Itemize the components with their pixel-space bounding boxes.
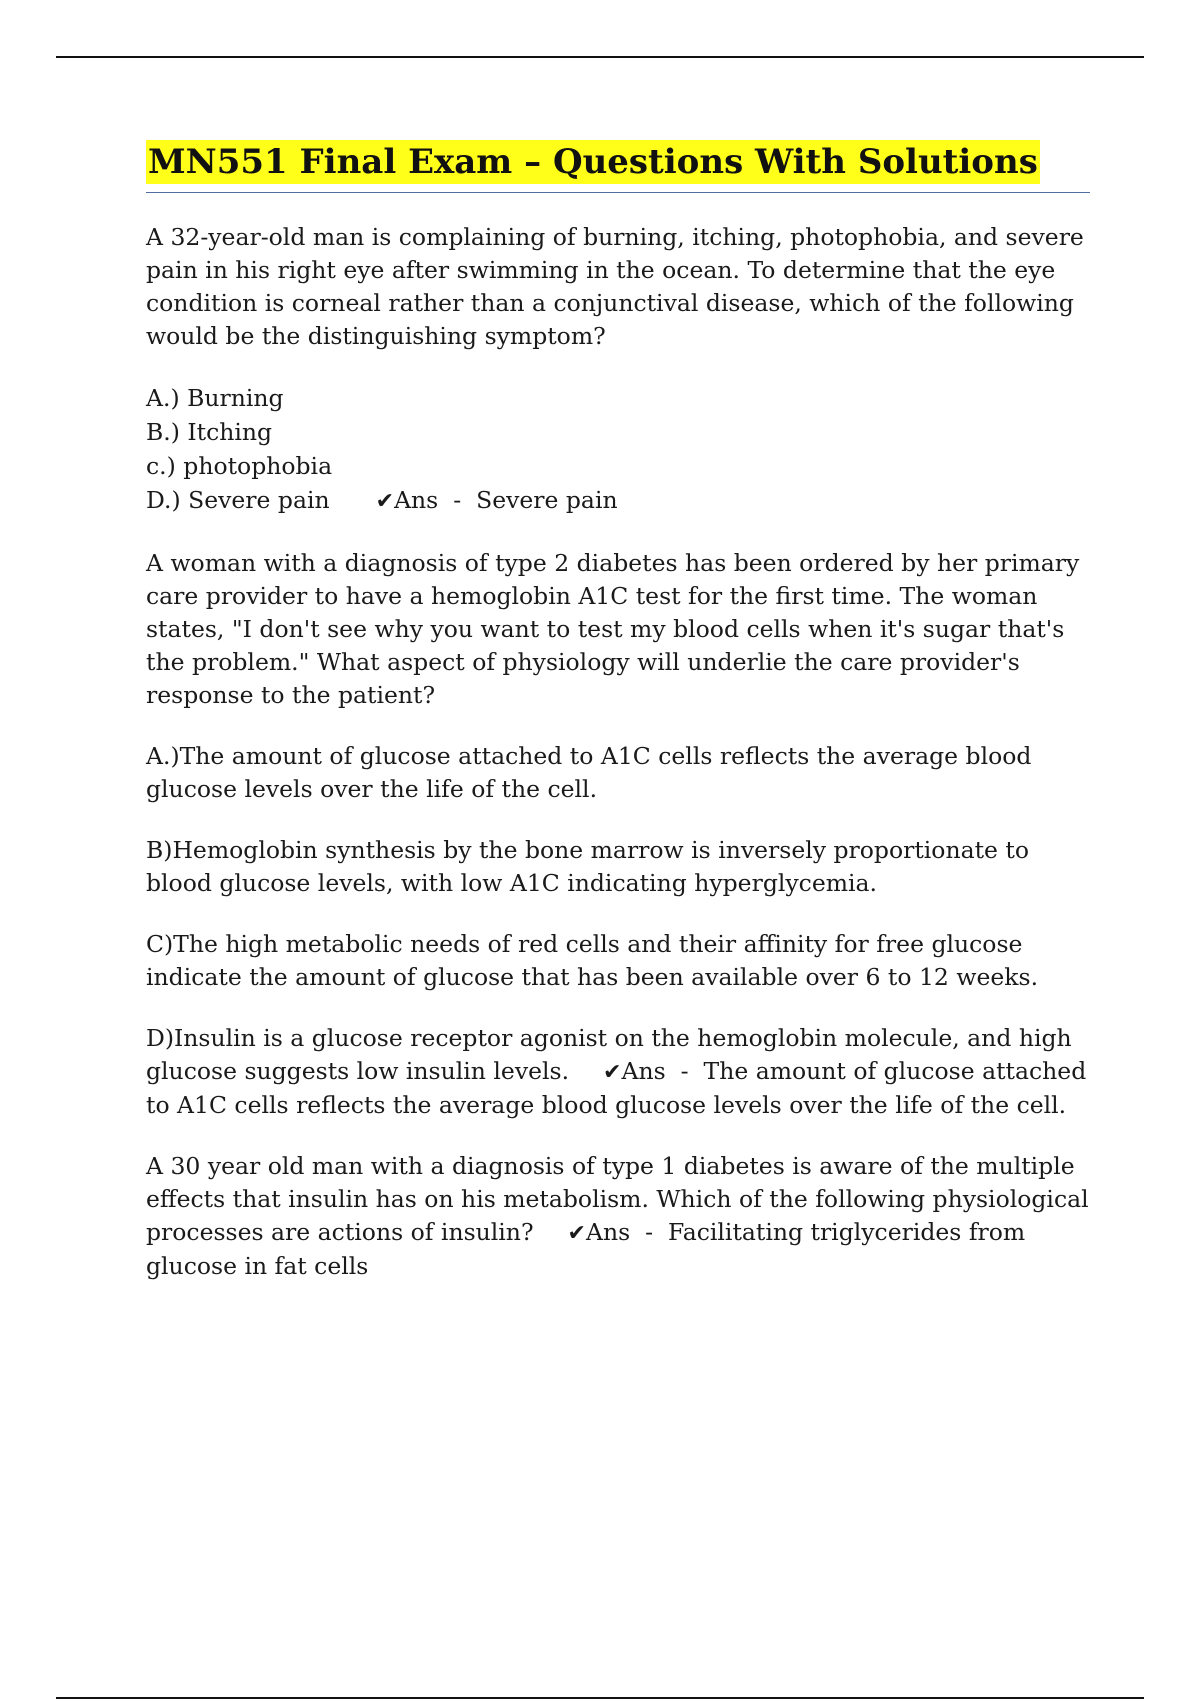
q2-option-c: C)The high metabolic needs of red cells and their affinity for free glucose indicate the amount of glucose that has been available over 6 to 12 weeks. <box>146 930 1039 991</box>
q1-answer-text: Severe pain <box>476 486 618 514</box>
q1-option-d-row <box>146 483 1090 519</box>
header-rule <box>56 56 1144 58</box>
question-3-text: A 30 year old man with a diagnosis of type 1 diabetes is aware of the multiple effects that insulin has on his metabolism. Which of the following physiological processes are actions of insulin? <box>146 1152 1089 1246</box>
q1-option-b: B.) Itching <box>146 418 273 446</box>
question-1-options <box>146 381 1090 519</box>
q3-answer-text: Facilitating triglycerides from glucose in fat cells <box>146 1218 1026 1280</box>
q2-answer-text: The amount of glucose attached to A1C cells reflects the average blood glucose levels over the life of the cell. <box>146 1057 1087 1119</box>
document-body <box>146 140 1090 1311</box>
document-title: MN551 Final Exam – Questions With Solutions <box>148 142 1038 182</box>
answer-separator: - <box>453 486 462 514</box>
q1-answer <box>376 486 618 514</box>
q2-option-d-row <box>146 1022 1090 1122</box>
checkmark-icon: ✔ <box>603 1060 622 1085</box>
q2-option-b: B)Hemoglobin synthesis by the bone marrow is inversely proportionate to blood glucose levels, with low A1C indicating hyperglycemia. <box>146 836 1030 897</box>
q1-option-c: c.) photophobia <box>146 452 333 480</box>
q2-option-a: A.)The amount of glucose attached to A1C cells reflects the average blood glucose levels over the life of the cell. <box>146 742 1032 803</box>
question-1-text: A 32-year-old man is complaining of burning, itching, photophobia, and severe pain in his right eye after swimming in the ocean. To determine that the eye condition is corneal rather than a conjunctival disease, which of the following would be the distinguishing symptom? <box>146 223 1084 350</box>
answer-separator: - <box>645 1218 654 1246</box>
footer-rule <box>56 1697 1144 1699</box>
answer-label: Ans <box>621 1057 666 1085</box>
answer-label: Ans <box>394 486 439 514</box>
answer-label: Ans <box>585 1218 631 1246</box>
checkmark-icon: ✔ <box>375 489 395 514</box>
q1-option-d: D.) Severe pain <box>146 486 330 514</box>
answer-separator: - <box>680 1057 689 1085</box>
title-block <box>146 140 1090 193</box>
question-3-row <box>146 1150 1090 1283</box>
q2-option-d: D)Insulin is a glucose receptor agonist on the hemoglobin molecule, and high glucose suggests low insulin levels. <box>146 1024 1072 1085</box>
checkmark-icon: ✔ <box>567 1221 586 1246</box>
q1-option-a: A.) Burning <box>146 384 284 412</box>
question-2-text: A woman with a diagnosis of type 2 diabetes has been ordered by her primary care provider to have a hemoglobin A1C test for the first time. The woman states, "I don't see why you want to test my blood cells when it's sugar that's the problem." What aspect of physiology will underlie the care provider's response to the patient? <box>146 549 1080 709</box>
